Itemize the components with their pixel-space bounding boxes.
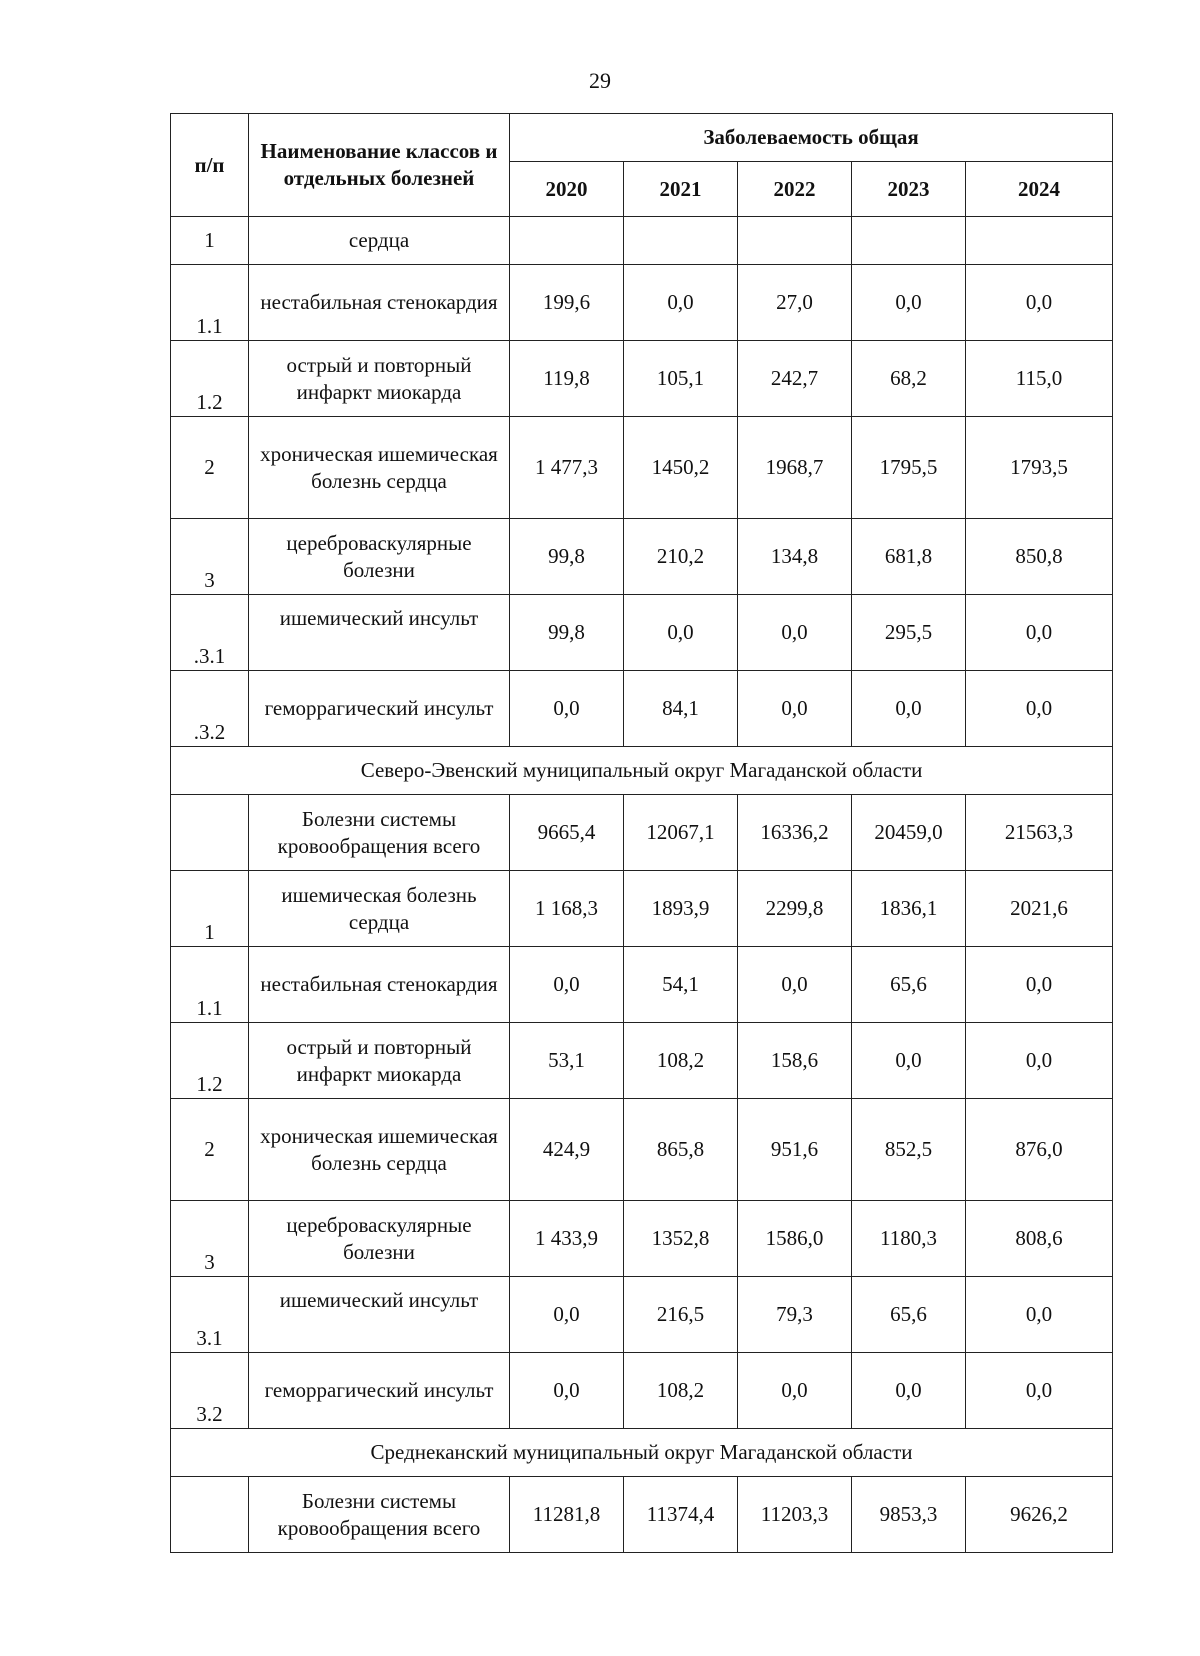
row-index: .3.2 [171,671,249,747]
value-cell: 210,2 [624,519,738,595]
value-cell: 0,0 [966,595,1113,671]
row-name: острый и повторный инфаркт миокарда [249,1023,510,1099]
value-cell: 2021,6 [966,871,1113,947]
value-cell: 11203,3 [738,1477,852,1553]
value-cell: 681,8 [852,519,966,595]
value-cell: 11374,4 [624,1477,738,1553]
value-cell: 1450,2 [624,417,738,519]
value-cell: 11281,8 [510,1477,624,1553]
value-cell: 158,6 [738,1023,852,1099]
value-cell: 0,0 [852,671,966,747]
value-cell: 108,2 [624,1023,738,1099]
value-cell: 54,1 [624,947,738,1023]
value-cell: 20459,0 [852,795,966,871]
value-cell: 850,8 [966,519,1113,595]
row-index: 1.2 [171,341,249,417]
row-name: цереброваскулярные болезни [249,1201,510,1277]
row-index: 1 [171,217,249,265]
value-cell [966,217,1113,265]
table-row [171,417,1113,519]
row-index: 1 [171,871,249,947]
table-row [171,795,1113,871]
row-name: хроническая ишемическая болезнь сердца [249,417,510,519]
value-cell: 1 168,3 [510,871,624,947]
value-cell: 108,2 [624,1353,738,1429]
row-name: геморрагический инсульт [249,1353,510,1429]
value-cell: 9853,3 [852,1477,966,1553]
value-cell: 1893,9 [624,871,738,947]
value-cell: 105,1 [624,341,738,417]
row-name: цереброваскулярные болезни [249,519,510,595]
header-index: п/п [171,114,249,217]
value-cell: 0,0 [852,1353,966,1429]
value-cell: 0,0 [624,265,738,341]
header-group: Заболеваемость общая [510,114,1113,162]
row-index: 1.1 [171,265,249,341]
header-name: Наименование классов и отдельных болезней [249,114,510,217]
row-name: хроническая ишемическая болезнь сердца [249,1099,510,1201]
value-cell: 99,8 [510,595,624,671]
value-cell: 865,8 [624,1099,738,1201]
value-cell: 12067,1 [624,795,738,871]
value-cell: 0,0 [738,947,852,1023]
value-cell: 295,5 [852,595,966,671]
morbidity-table [170,113,1113,1553]
value-cell: 27,0 [738,265,852,341]
table-row [171,341,1113,417]
value-cell: 0,0 [510,1353,624,1429]
row-name: ишемический инсульт [249,1277,510,1353]
value-cell: 0,0 [966,1023,1113,1099]
row-name: Болезни системы кровообращения всего [249,795,510,871]
value-cell: 0,0 [966,1353,1113,1429]
row-index: 3.1 [171,1277,249,1353]
section-row [171,1429,1113,1477]
table-row [171,265,1113,341]
value-cell [738,217,852,265]
value-cell: 876,0 [966,1099,1113,1201]
row-name: Болезни системы кровообращения всего [249,1477,510,1553]
page-number: 29 [589,68,611,93]
value-cell [624,217,738,265]
table-row [171,1023,1113,1099]
table-row [171,1477,1113,1553]
value-cell [852,217,966,265]
header-year: 2023 [852,162,966,217]
header-year: 2024 [966,162,1113,217]
value-cell: 9626,2 [966,1477,1113,1553]
row-name: острый и повторный инфаркт миокарда [249,341,510,417]
table-row [171,595,1113,671]
value-cell: 21563,3 [966,795,1113,871]
value-cell: 1586,0 [738,1201,852,1277]
value-cell: 1352,8 [624,1201,738,1277]
row-name: геморрагический инсульт [249,671,510,747]
value-cell: 1 477,3 [510,417,624,519]
value-cell: 119,8 [510,341,624,417]
value-cell: 1795,5 [852,417,966,519]
table-row [171,1099,1113,1201]
value-cell: 65,6 [852,1277,966,1353]
value-cell: 1 433,9 [510,1201,624,1277]
value-cell: 0,0 [510,1277,624,1353]
row-index: 2 [171,417,249,519]
value-cell: 0,0 [738,1353,852,1429]
value-cell: 68,2 [852,341,966,417]
table-row [171,519,1113,595]
row-index [171,1477,249,1553]
value-cell: 1180,3 [852,1201,966,1277]
row-name: ишемическая болезнь сердца [249,871,510,947]
value-cell: 808,6 [966,1201,1113,1277]
value-cell: 199,6 [510,265,624,341]
value-cell: 0,0 [510,947,624,1023]
table-row [171,217,1113,265]
value-cell: 951,6 [738,1099,852,1201]
value-cell: 1968,7 [738,417,852,519]
row-index: 3 [171,1201,249,1277]
header-year: 2020 [510,162,624,217]
value-cell: 84,1 [624,671,738,747]
value-cell: 9665,4 [510,795,624,871]
value-cell: 0,0 [852,1023,966,1099]
value-cell: 16336,2 [738,795,852,871]
value-cell: 0,0 [966,265,1113,341]
value-cell: 0,0 [624,595,738,671]
row-name: ишемический инсульт [249,595,510,671]
value-cell: 0,0 [966,947,1113,1023]
row-index: 1.1 [171,947,249,1023]
row-name: нестабильная стенокардия [249,265,510,341]
section-title: Среднеканский муниципальный округ Магаданской области [171,1429,1113,1477]
value-cell: 0,0 [510,671,624,747]
table-row [171,1277,1113,1353]
value-cell: 0,0 [738,671,852,747]
row-index: 3 [171,519,249,595]
table-row [171,947,1113,1023]
value-cell [510,217,624,265]
row-index: 1.2 [171,1023,249,1099]
value-cell: 242,7 [738,341,852,417]
row-index: 2 [171,1099,249,1201]
value-cell: 99,8 [510,519,624,595]
value-cell: 115,0 [966,341,1113,417]
value-cell: 2299,8 [738,871,852,947]
section-row [171,747,1113,795]
header-year: 2021 [624,162,738,217]
table-row [171,1353,1113,1429]
section-title: Северо-Эвенский муниципальный округ Магаданской области [171,747,1113,795]
value-cell: 0,0 [966,1277,1113,1353]
value-cell: 53,1 [510,1023,624,1099]
value-cell: 424,9 [510,1099,624,1201]
value-cell: 1793,5 [966,417,1113,519]
row-name: нестабильная стенокардия [249,947,510,1023]
value-cell: 852,5 [852,1099,966,1201]
row-name: сердца [249,217,510,265]
table-row [171,871,1113,947]
value-cell: 0,0 [852,265,966,341]
row-index: 3.2 [171,1353,249,1429]
value-cell: 216,5 [624,1277,738,1353]
table-row [171,671,1113,747]
value-cell: 79,3 [738,1277,852,1353]
row-index [171,795,249,871]
value-cell: 134,8 [738,519,852,595]
value-cell: 1836,1 [852,871,966,947]
header-year: 2022 [738,162,852,217]
table-row [171,1201,1113,1277]
value-cell: 0,0 [966,671,1113,747]
row-index: .3.1 [171,595,249,671]
value-cell: 0,0 [738,595,852,671]
value-cell: 65,6 [852,947,966,1023]
